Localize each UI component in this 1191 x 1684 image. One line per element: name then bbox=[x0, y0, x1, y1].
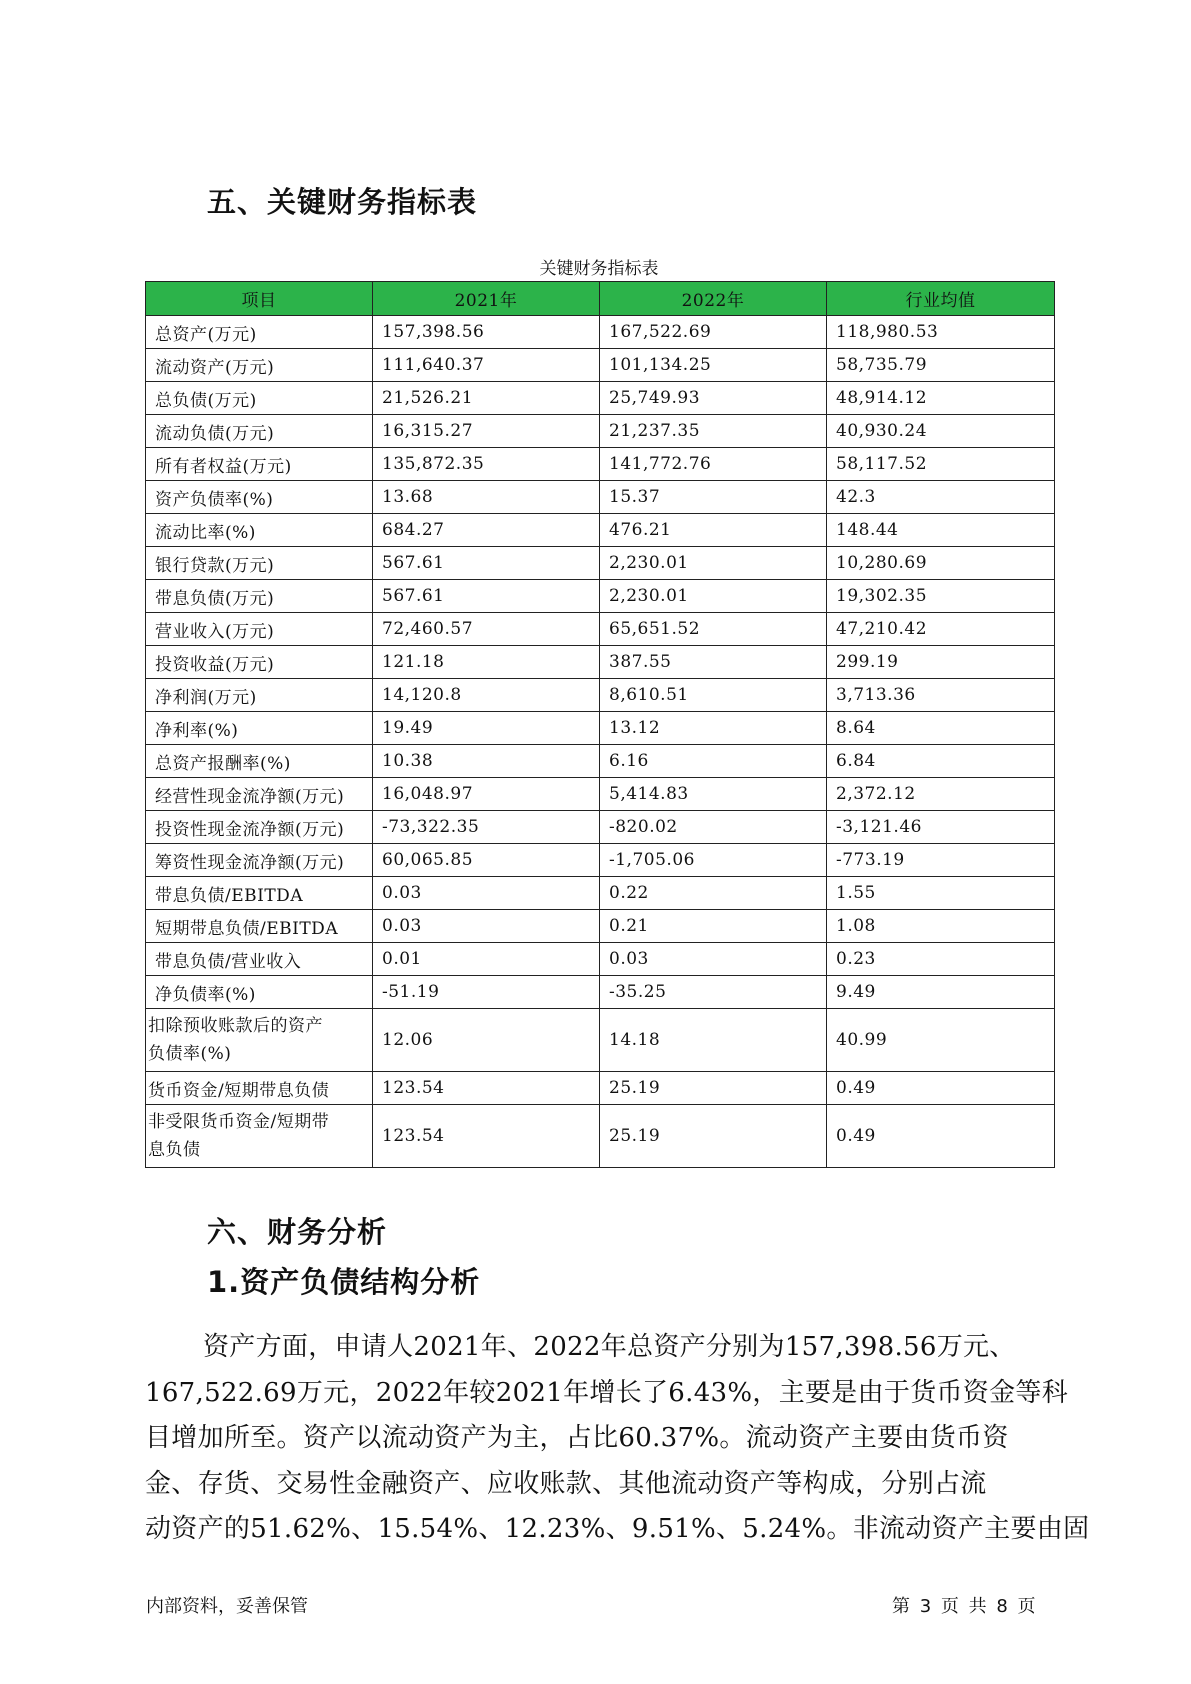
table-cell-average: 1.08 bbox=[827, 910, 1055, 943]
subsection-title-structure-analysis: 1.资产负债结构分析 bbox=[207, 1265, 481, 1299]
table-cell-label: 投资性现金流净额(万元) bbox=[146, 811, 373, 844]
table-cell-label: 流动资产(万元) bbox=[146, 349, 373, 382]
table-row bbox=[146, 580, 1055, 613]
table-cell-average: 58,117.52 bbox=[827, 448, 1055, 481]
table-cell-average: 0.49 bbox=[827, 1105, 1055, 1168]
table-cell-2021: 123.54 bbox=[373, 1072, 600, 1105]
paragraph-line: 167,522.69万元，2022年较2021年增长了6.43%，主要是由于货币资金等科 bbox=[145, 1377, 1068, 1408]
table-cell-2021: 21,526.21 bbox=[373, 382, 600, 415]
table-cell-2021: 567.61 bbox=[373, 547, 600, 580]
table-cell-label: 营业收入(万元) bbox=[146, 613, 373, 646]
table-row bbox=[146, 646, 1055, 679]
table-caption: 关键财务指标表 bbox=[539, 259, 659, 279]
label-line-2: 负债率(%) bbox=[148, 1044, 232, 1064]
table-cell-label: 流动负债(万元) bbox=[146, 415, 373, 448]
table-cell-2022: 2,230.01 bbox=[600, 547, 827, 580]
table-cell-2022: 101,134.25 bbox=[600, 349, 827, 382]
table-cell-2022: 141,772.76 bbox=[600, 448, 827, 481]
table-cell-label: 净负债率(%) bbox=[146, 976, 373, 1009]
table-cell-2022: 0.21 bbox=[600, 910, 827, 943]
table-row bbox=[146, 976, 1055, 1009]
footer-confidential-note: 内部资料，妥善保管 bbox=[146, 1596, 308, 1617]
table-row bbox=[146, 877, 1055, 910]
table-row bbox=[146, 811, 1055, 844]
table-cell-average: 40.99 bbox=[827, 1009, 1055, 1072]
table-cell-2021: 0.03 bbox=[373, 910, 600, 943]
table-cell-2022: 65,651.52 bbox=[600, 613, 827, 646]
table-row bbox=[146, 712, 1055, 745]
label-line-1: 非受限货币资金/短期带 bbox=[148, 1112, 330, 1132]
table-cell-label: 带息负债/营业收入 bbox=[146, 943, 373, 976]
table-cell-average: 42.3 bbox=[827, 481, 1055, 514]
table-cell-average: 0.49 bbox=[827, 1072, 1055, 1105]
table-row-cash-short-debt bbox=[146, 1072, 1055, 1105]
table-cell-average: 1.55 bbox=[827, 877, 1055, 910]
table-cell-average: 148.44 bbox=[827, 514, 1055, 547]
table-row bbox=[146, 382, 1055, 415]
table-cell-2021: 111,640.37 bbox=[373, 349, 600, 382]
table-row bbox=[146, 448, 1055, 481]
table-cell-2022: 14.18 bbox=[600, 1009, 827, 1072]
table-cell-average: 48,914.12 bbox=[827, 382, 1055, 415]
table-cell-2022: 2,230.01 bbox=[600, 580, 827, 613]
table-row-asset-liab-ex-adv bbox=[146, 1009, 1055, 1072]
table-cell-2021: 0.01 bbox=[373, 943, 600, 976]
table-cell-2021: 12.06 bbox=[373, 1009, 600, 1072]
table-cell-label: 货币资金/短期带息负债 bbox=[146, 1072, 373, 1105]
table-cell-2022: 0.22 bbox=[600, 877, 827, 910]
table-cell-2021: 135,872.35 bbox=[373, 448, 600, 481]
table-cell-2021: -73,322.35 bbox=[373, 811, 600, 844]
table-row bbox=[146, 745, 1055, 778]
table-cell-average: 47,210.42 bbox=[827, 613, 1055, 646]
table-cell-label bbox=[146, 1009, 373, 1072]
table-cell-2021: 72,460.57 bbox=[373, 613, 600, 646]
table-cell-2021: 60,065.85 bbox=[373, 844, 600, 877]
table-cell-2022: 13.12 bbox=[600, 712, 827, 745]
table-row bbox=[146, 481, 1055, 514]
table-cell-2021: 19.49 bbox=[373, 712, 600, 745]
table-cell-label: 所有者权益(万元) bbox=[146, 448, 373, 481]
table-cell-2022: 21,237.35 bbox=[600, 415, 827, 448]
table-cell-label: 净利润(万元) bbox=[146, 679, 373, 712]
table-cell-average: 40,930.24 bbox=[827, 415, 1055, 448]
table-cell-average: 9.49 bbox=[827, 976, 1055, 1009]
table-cell-2022: 25.19 bbox=[600, 1072, 827, 1105]
table-cell-2022: 5,414.83 bbox=[600, 778, 827, 811]
table-cell-label: 银行贷款(万元) bbox=[146, 547, 373, 580]
table-cell-label: 带息负债/EBITDA bbox=[146, 877, 373, 910]
section-title-financial-analysis: 六、财务分析 bbox=[207, 1215, 388, 1249]
table-cell-2021: 121.18 bbox=[373, 646, 600, 679]
table-row bbox=[146, 547, 1055, 580]
key-financial-indicators-table bbox=[145, 281, 1055, 1168]
table-cell-2022: 15.37 bbox=[600, 481, 827, 514]
table-cell-label: 总资产报酬率(%) bbox=[146, 745, 373, 778]
table-cell-label: 资产负债率(%) bbox=[146, 481, 373, 514]
table-cell-2022: -35.25 bbox=[600, 976, 827, 1009]
label-line-1: 扣除预收账款后的资产 bbox=[148, 1016, 323, 1036]
table-header-row bbox=[146, 282, 1055, 316]
table-row bbox=[146, 415, 1055, 448]
table-cell-2022: 6.16 bbox=[600, 745, 827, 778]
table-row bbox=[146, 349, 1055, 382]
table-cell-average: 58,735.79 bbox=[827, 349, 1055, 382]
table-cell-average: -3,121.46 bbox=[827, 811, 1055, 844]
paragraph-line: 资产方面，申请人2021年、2022年总资产分别为157,398.56万元、 bbox=[203, 1332, 1016, 1362]
table-cell-2021: 157,398.56 bbox=[373, 316, 600, 349]
header-industry-average: 行业均值 bbox=[827, 282, 1055, 316]
table-row bbox=[146, 943, 1055, 976]
table-cell-label: 总负债(万元) bbox=[146, 382, 373, 415]
table-row bbox=[146, 679, 1055, 712]
table-cell-average: 10,280.69 bbox=[827, 547, 1055, 580]
table-cell-2021: 0.03 bbox=[373, 877, 600, 910]
paragraph-line: 目增加所至。资产以流动资产为主，占比60.37%。流动资产主要由货币资 bbox=[145, 1423, 1009, 1453]
table-cell-2021: 567.61 bbox=[373, 580, 600, 613]
footer-page-number: 第 3 页 共 8 页 bbox=[892, 1596, 1036, 1617]
table-cell-2022: -820.02 bbox=[600, 811, 827, 844]
table-cell-label: 净利率(%) bbox=[146, 712, 373, 745]
table-cell-label bbox=[146, 1105, 373, 1168]
table-cell-average: 299.19 bbox=[827, 646, 1055, 679]
table-cell-2021: -51.19 bbox=[373, 976, 600, 1009]
table-body bbox=[146, 316, 1055, 1168]
table-cell-2021: 13.68 bbox=[373, 481, 600, 514]
table-cell-average: -773.19 bbox=[827, 844, 1055, 877]
label-line-2: 息负债 bbox=[148, 1140, 201, 1160]
analysis-paragraph bbox=[145, 1325, 1090, 1553]
header-item: 项目 bbox=[146, 282, 373, 316]
table-cell-average: 118,980.53 bbox=[827, 316, 1055, 349]
paragraph-line: 动资产的51.62%、15.54%、12.23%、9.51%、5.24%。非流动资产主要由固 bbox=[145, 1514, 1090, 1544]
table-cell-2021: 684.27 bbox=[373, 514, 600, 547]
section-title-key-indicators: 五、关键财务指标表 bbox=[207, 185, 478, 219]
table-cell-average: 6.84 bbox=[827, 745, 1055, 778]
table-row bbox=[146, 316, 1055, 349]
paragraph-line: 金、存货、交易性金融资产、应收账款、其他流动资产等构成，分别占流 bbox=[145, 1468, 987, 1499]
table-row-unrestricted-cash bbox=[146, 1105, 1055, 1168]
table-cell-average: 2,372.12 bbox=[827, 778, 1055, 811]
table-cell-2022: 25.19 bbox=[600, 1105, 827, 1168]
table-cell-2022: 25,749.93 bbox=[600, 382, 827, 415]
table-cell-2022: 387.55 bbox=[600, 646, 827, 679]
table-row bbox=[146, 514, 1055, 547]
table-cell-label: 投资收益(万元) bbox=[146, 646, 373, 679]
table-cell-2022: 8,610.51 bbox=[600, 679, 827, 712]
header-2022: 2022年 bbox=[600, 282, 827, 316]
table-cell-2022: 0.03 bbox=[600, 943, 827, 976]
table-cell-label: 经营性现金流净额(万元) bbox=[146, 778, 373, 811]
table-cell-2021: 10.38 bbox=[373, 745, 600, 778]
table-cell-2022: 167,522.69 bbox=[600, 316, 827, 349]
table-cell-label: 短期带息负债/EBITDA bbox=[146, 910, 373, 943]
header-2021: 2021年 bbox=[373, 282, 600, 316]
table-cell-2022: -1,705.06 bbox=[600, 844, 827, 877]
table-cell-average: 19,302.35 bbox=[827, 580, 1055, 613]
table-row bbox=[146, 910, 1055, 943]
table-cell-average: 8.64 bbox=[827, 712, 1055, 745]
table-cell-2021: 16,048.97 bbox=[373, 778, 600, 811]
table-cell-2021: 16,315.27 bbox=[373, 415, 600, 448]
table-row bbox=[146, 844, 1055, 877]
table-cell-2022: 476.21 bbox=[600, 514, 827, 547]
table-cell-label: 筹资性现金流净额(万元) bbox=[146, 844, 373, 877]
table-cell-2021: 123.54 bbox=[373, 1105, 600, 1168]
table-cell-2021: 14,120.8 bbox=[373, 679, 600, 712]
table-cell-average: 0.23 bbox=[827, 943, 1055, 976]
table-row bbox=[146, 778, 1055, 811]
table-cell-average: 3,713.36 bbox=[827, 679, 1055, 712]
table-cell-label: 总资产(万元) bbox=[146, 316, 373, 349]
table-row bbox=[146, 613, 1055, 646]
table-cell-label: 带息负债(万元) bbox=[146, 580, 373, 613]
table-cell-label: 流动比率(%) bbox=[146, 514, 373, 547]
